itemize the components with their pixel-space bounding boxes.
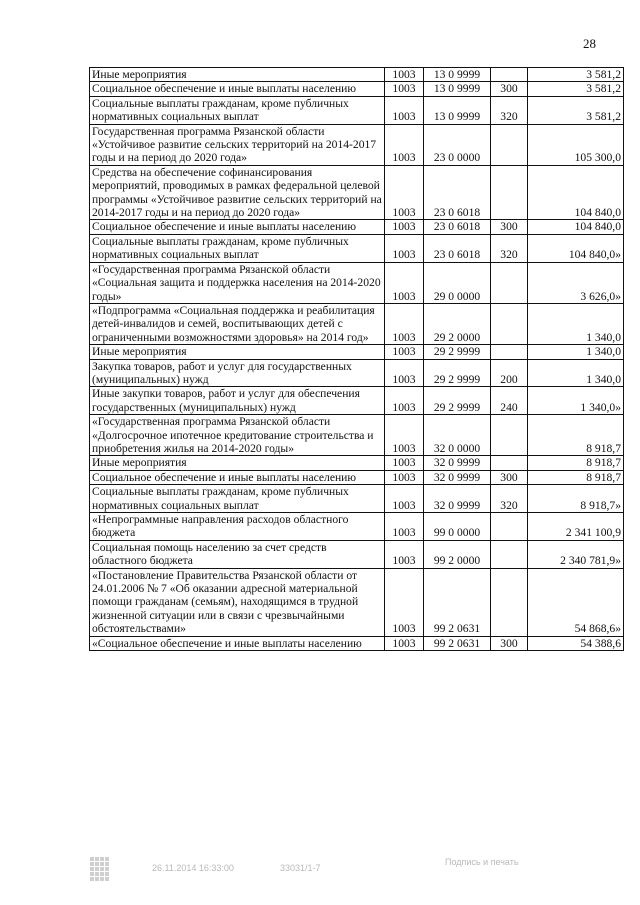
row-name-cell: «Постановление Правительства Рязанской области от 24.01.2006 № 7 «Об оказании адресной материальной помощи гражданам (семьям), находящимся в трудной жизненной ситуации или в связи с чрезвычайными обстоятельствами» — [90, 568, 385, 636]
table-row — [90, 456, 624, 470]
row-name-cell: «Государственная программа Рязанской области «Социальная защита и поддержка населения на 2014-2020 годы» — [90, 262, 385, 303]
row-code-cell: 13 0 9999 — [424, 96, 491, 124]
row-type-cell — [491, 345, 528, 359]
row-sum-cell: 8 918,7» — [528, 485, 624, 513]
table-row — [90, 262, 624, 303]
table-row — [90, 303, 624, 344]
row-sum-cell: 2 340 781,9» — [528, 540, 624, 568]
row-code-cell: 13 0 9999 — [424, 68, 491, 82]
table-row — [90, 387, 624, 415]
row-sum-cell: 3 581,2 — [528, 82, 624, 96]
row-type-cell — [491, 124, 528, 165]
table-row — [90, 345, 624, 359]
row-code-cell: 99 2 0000 — [424, 540, 491, 568]
row-section-cell: 1003 — [385, 513, 424, 541]
row-sum-cell: 104 840,0 — [528, 220, 624, 234]
row-sum-cell: 1 340,0 — [528, 345, 624, 359]
table-row — [90, 568, 624, 636]
row-sum-cell: 105 300,0 — [528, 124, 624, 165]
table-row — [90, 220, 624, 234]
row-code-cell: 32 0 0000 — [424, 415, 491, 456]
row-section-cell: 1003 — [385, 540, 424, 568]
table-row — [90, 165, 624, 220]
table-row — [90, 540, 624, 568]
row-type-cell: 320 — [491, 96, 528, 124]
row-type-cell: 240 — [491, 387, 528, 415]
row-name-cell: Социальное обеспечение и иные выплаты населению — [90, 82, 385, 96]
row-section-cell: 1003 — [385, 636, 424, 650]
table-row — [90, 636, 624, 650]
budget-table-body — [90, 68, 624, 651]
table-row — [90, 485, 624, 513]
row-code-cell: 29 0 0000 — [424, 262, 491, 303]
row-section-cell: 1003 — [385, 456, 424, 470]
row-code-cell: 29 2 0000 — [424, 303, 491, 344]
row-sum-cell: 1 340,0» — [528, 387, 624, 415]
row-name-cell: Иные мероприятия — [90, 345, 385, 359]
row-type-cell — [491, 456, 528, 470]
row-type-cell: 320 — [491, 234, 528, 262]
row-sum-cell: 54 868,6» — [528, 568, 624, 636]
qr-stamp-icon — [90, 857, 110, 883]
row-code-cell: 29 2 9999 — [424, 345, 491, 359]
row-sum-cell: 1 340,0 — [528, 303, 624, 344]
table-row — [90, 415, 624, 456]
row-code-cell: 32 0 9999 — [424, 456, 491, 470]
row-section-cell: 1003 — [385, 345, 424, 359]
footer-registration-number: 33031/1-7 — [280, 863, 321, 873]
document-footer — [90, 857, 610, 887]
row-section-cell: 1003 — [385, 470, 424, 484]
row-code-cell: 13 0 9999 — [424, 82, 491, 96]
row-code-cell: 23 0 6018 — [424, 234, 491, 262]
row-section-cell: 1003 — [385, 234, 424, 262]
row-type-cell: 300 — [491, 220, 528, 234]
row-code-cell: 99 0 0000 — [424, 513, 491, 541]
row-type-cell: 300 — [491, 636, 528, 650]
row-type-cell: 320 — [491, 485, 528, 513]
row-code-cell: 32 0 9999 — [424, 485, 491, 513]
row-sum-cell: 8 918,7 — [528, 456, 624, 470]
row-type-cell — [491, 540, 528, 568]
row-section-cell: 1003 — [385, 82, 424, 96]
row-name-cell: «Подпрограмма «Социальная поддержка и реабилитация детей-инвалидов и семей, воспитывающих детей с ограниченными возможностями здоровья» на 2014 год» — [90, 303, 385, 344]
row-name-cell: Иные мероприятия — [90, 456, 385, 470]
row-code-cell: 23 0 0000 — [424, 124, 491, 165]
row-section-cell: 1003 — [385, 96, 424, 124]
row-name-cell: Средства на обеспечение софинансирования мероприятий, проводимых в рамках федеральной целевой программы «Устойчивое развитие сельских территорий на 2014-2017 годы и на период до 2020 года» — [90, 165, 385, 220]
row-name-cell: Иные закупки товаров, работ и услуг для обеспечения государственных (муниципальных) нужд — [90, 387, 385, 415]
row-sum-cell: 3 581,2 — [528, 68, 624, 82]
row-sum-cell: 2 341 100,9 — [528, 513, 624, 541]
table-row — [90, 96, 624, 124]
row-name-cell: Социальное обеспечение и иные выплаты населению — [90, 470, 385, 484]
row-code-cell: 29 2 9999 — [424, 387, 491, 415]
footer-date: 26.11.2014 16:33:00 — [152, 863, 234, 873]
row-code-cell: 32 0 9999 — [424, 470, 491, 484]
page-number: 28 — [583, 36, 596, 51]
row-code-cell: 29 2 9999 — [424, 359, 491, 387]
row-code-cell: 99 2 0631 — [424, 636, 491, 650]
row-section-cell: 1003 — [385, 415, 424, 456]
row-name-cell: Социальные выплаты гражданам, кроме публичных нормативных социальных выплат — [90, 485, 385, 513]
row-section-cell: 1003 — [385, 220, 424, 234]
row-section-cell: 1003 — [385, 262, 424, 303]
row-name-cell: «Непрограммные направления расходов областного бюджета — [90, 513, 385, 541]
row-section-cell: 1003 — [385, 359, 424, 387]
row-name-cell: Социальное обеспечение и иные выплаты населению — [90, 220, 385, 234]
row-code-cell: 23 0 6018 — [424, 220, 491, 234]
row-type-cell — [491, 513, 528, 541]
table-row — [90, 513, 624, 541]
row-code-cell: 99 2 0631 — [424, 568, 491, 636]
row-section-cell: 1003 — [385, 485, 424, 513]
row-section-cell: 1003 — [385, 68, 424, 82]
table-row — [90, 124, 624, 165]
row-sum-cell: 104 840,0 — [528, 165, 624, 220]
table-row — [90, 82, 624, 96]
row-sum-cell: 54 388,6 — [528, 636, 624, 650]
row-name-cell: Иные мероприятия — [90, 68, 385, 82]
row-type-cell — [491, 262, 528, 303]
table-row — [90, 234, 624, 262]
budget-table — [89, 67, 624, 651]
row-type-cell — [491, 415, 528, 456]
table-row — [90, 359, 624, 387]
row-name-cell: Закупка товаров, работ и услуг для государственных (муниципальных) нужд — [90, 359, 385, 387]
table-row — [90, 68, 624, 82]
row-section-cell: 1003 — [385, 165, 424, 220]
row-section-cell: 1003 — [385, 124, 424, 165]
row-sum-cell: 3 626,0» — [528, 262, 624, 303]
row-type-cell — [491, 165, 528, 220]
row-type-cell: 300 — [491, 470, 528, 484]
row-sum-cell: 104 840,0» — [528, 234, 624, 262]
row-sum-cell: 8 918,7 — [528, 415, 624, 456]
row-section-cell: 1003 — [385, 387, 424, 415]
row-type-cell: 300 — [491, 82, 528, 96]
row-section-cell: 1003 — [385, 568, 424, 636]
row-sum-cell: 8 918,7 — [528, 470, 624, 484]
row-code-cell: 23 0 6018 — [424, 165, 491, 220]
row-type-cell — [491, 568, 528, 636]
row-type-cell: 200 — [491, 359, 528, 387]
row-sum-cell: 3 581,2 — [528, 96, 624, 124]
table-row — [90, 470, 624, 484]
row-name-cell: Социальные выплаты гражданам, кроме публичных нормативных социальных выплат — [90, 234, 385, 262]
row-name-cell: Социальные выплаты гражданам, кроме публичных нормативных социальных выплат — [90, 96, 385, 124]
row-type-cell — [491, 303, 528, 344]
row-name-cell: «Государственная программа Рязанской области «Долгосрочное ипотечное кредитование строительства и приобретения жилья на 2014-2020 годы» — [90, 415, 385, 456]
row-name-cell: «Социальное обеспечение и иные выплаты населению — [90, 636, 385, 650]
row-type-cell — [491, 68, 528, 82]
row-sum-cell: 1 340,0 — [528, 359, 624, 387]
row-section-cell: 1003 — [385, 303, 424, 344]
row-name-cell: Социальная помощь населению за счет средств областного бюджета — [90, 540, 385, 568]
footer-signature: Подпись и печать — [445, 857, 519, 867]
row-name-cell: Государственная программа Рязанской области «Устойчивое развитие сельских территорий на 2014-2017 годы и на период до 2020 года» — [90, 124, 385, 165]
